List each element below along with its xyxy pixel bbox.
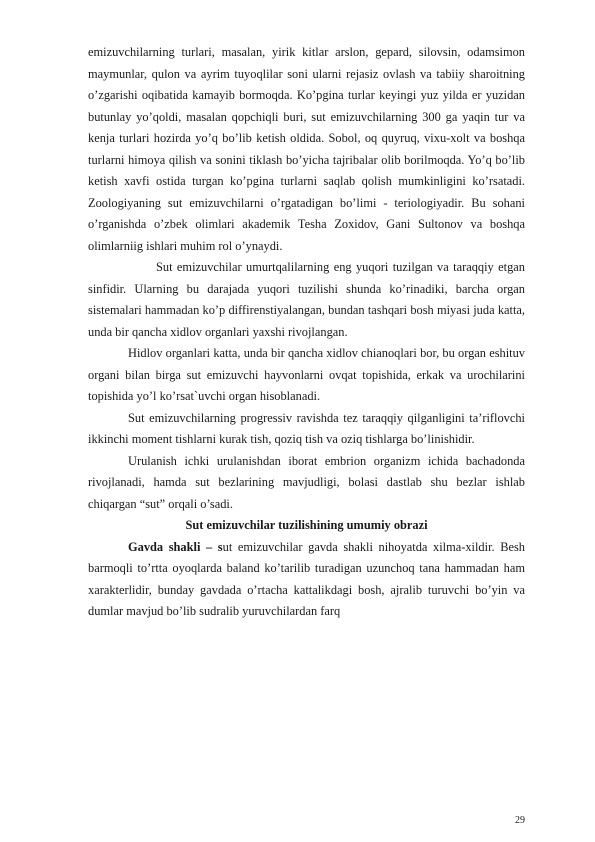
page-number: 29 — [515, 815, 525, 826]
paragraph-body-shape — [88, 537, 525, 623]
paragraph-reproduction: Urulanish ichki urulanishdan iborat embrion organizm ichida bachadonda rivojlanadi, hamda sut bezlarining mavjudligi, bolasi dastlab shu bezlar ishlab chiqargan “sut” orqali o’sadi. — [88, 453, 525, 511]
paragraph-teeth: Sut emizuvchilarning progressiv ravishda tez taraqqiy qilganligini ta’riflovchi ikkinchi moment tishlarni kurak tish, qoziq tish va oziq tishlarga bo’linishidir. — [88, 410, 525, 446]
body-shape-term: Gavda shakli – s — [128, 539, 223, 554]
paragraph-olfactory-organs: Hidlov organlari katta, unda bir qancha xidlov chianoqlari bor, bu organ eshituv organi bilan birga sut emizuvchi hayvonlarni ovqat topishida, erkak va urochilarini topishida yo’l ko’rsat`uvchi organ hisoblanadi. — [88, 346, 525, 403]
body-shape-text: ut emizuvchilar gavda shakli nihoyatda xilma-xildir. Besh barmoqli to’rtta oyoqlarda baland ko’tarilib turadigan uzunchoq tana hammadan ham xarakterlidir, bunday gavdada o’rtacha kattalikdagi bosh, ajralib turuvchi bo’yin va dumlar mavjud bo’lib sudralib yuruvchilardan farq — [88, 539, 525, 618]
paragraph-class-overview: Sut emizuvchilar umurtqalilarning eng yuqori tuzilgan va taraqqiy etgan sinfidir. Ularning bu darajada yuqori tuzilishi shunda ko’rinadiki, barcha organ sistemalari hammadan ko’p diffirenstiyalangan, bundan tashqari bosh miyasi juda katta, unda bir qancha xidlov organlari yaxshi rivojlangan. — [88, 260, 525, 339]
paragraph-endangered-species: emizuvchilarning turlari, masalan, yirik kitlar arslon, gepard, silovsin, odamsimon maymunlar, qulon va ayrim tuyoqlilar soni ularni rejasiz ovlash va tabiiy sharoitning o’zgarishi oqibatida kamayib bormoqda. Ko’pgina turlar keyingi yuz yilda er yuzidan butunlay yo’qoldi, masalan qopchiqli buri, sut emizuvchilarning 300 ga yaqin tur va kenja turlari hozirda yo’q bo’lib ketish oldida. Sobol, oq quyruq, vixu-xolt va boshqa turlarni himoya qilish va sonini tiklash bo’yicha tajribalar olib borilmoqda. Yo’q bo’lib ketish xavfi ostida turgan ko’pgina turlarni saqlab qolish mumkinligini ko’rsatadi. Zoologiyaning sut emizuvchilarni o’rgatadigan bo’limi - teriologiyadir. Bu sohani o’rganishda o’zbek olimlari akademik Tesha Zoxidov, Gani Sultonov va boshqa olimlarniig ishlari muhim rol o’ynaydi. — [88, 45, 525, 253]
document-page — [88, 42, 525, 623]
section-heading: Sut emizuvchilar tuzilishining umumiy obrazi — [185, 518, 428, 532]
